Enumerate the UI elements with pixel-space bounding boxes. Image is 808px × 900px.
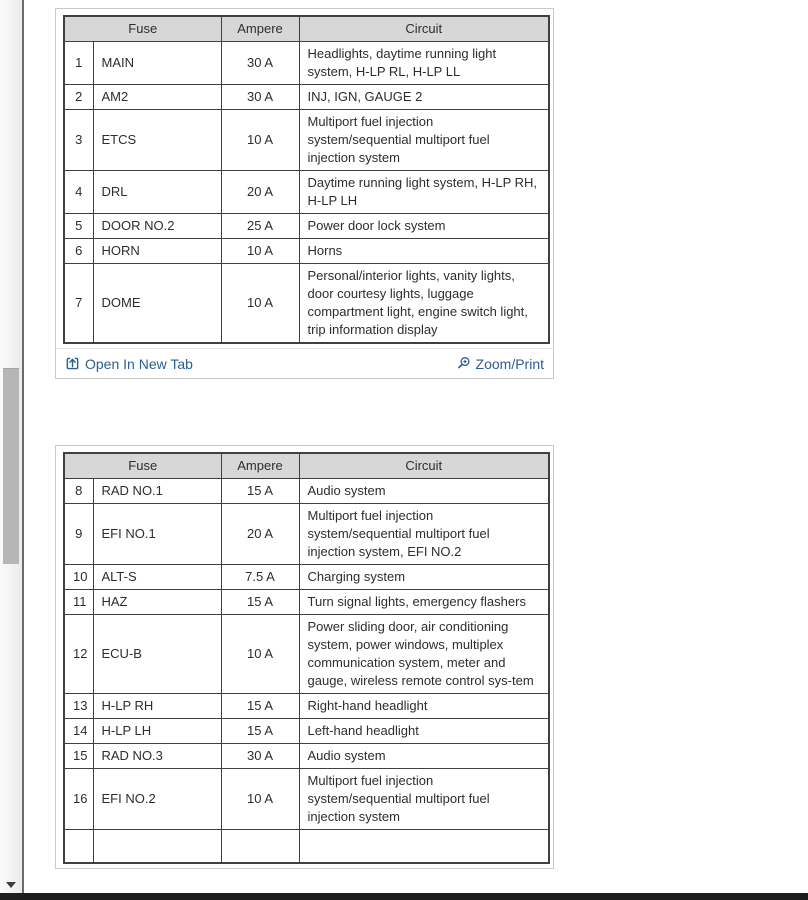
fuse-number-cell: 13 [64,694,93,719]
circuit-cell: Personal/interior lights, vanity lights, door courtesy lights, luggage compartment light, engine switch light, trip information display [299,264,549,344]
fuse-number-cell: 11 [64,590,93,615]
fuse-number-cell: 1 [64,42,93,85]
table-header-row [64,16,549,42]
fuse-number-cell: 9 [64,504,93,565]
fuse-number-cell: 6 [64,239,93,264]
fuse-name-cell: HAZ [93,590,221,615]
fuse-name-cell: H-LP RH [93,694,221,719]
fuse-table-panel-1 [55,8,554,379]
col-header-fuse: Fuse [64,16,221,42]
fuse-number-cell: 4 [64,171,93,214]
table-row [64,264,549,344]
ampere-cell: 20 A [221,504,299,565]
zoom-in-icon [456,356,471,371]
ampere-cell: 15 A [221,694,299,719]
fuse-name-cell: ETCS [93,110,221,171]
circuit-cell: Daytime running light system, H-LP RH, H-LP LH [299,171,549,214]
fuse-table-panel-2 [55,445,554,869]
ampere-cell: 15 A [221,590,299,615]
fuse-number-cell: 16 [64,769,93,830]
fuse-number-cell: 10 [64,565,93,590]
circuit-cell: Horns [299,239,549,264]
circuit-cell: Audio system [299,479,549,504]
fuse-name-cell: MAIN [93,42,221,85]
fuse-number-cell: 3 [64,110,93,171]
circuit-cell: Multiport fuel injection system/sequential multiport fuel injection system [299,110,549,171]
fuse-name-cell: DOME [93,264,221,344]
circuit-cell: Turn signal lights, emergency flashers [299,590,549,615]
table-row [64,479,549,504]
col-header-ampere: Ampere [221,16,299,42]
table-header-row [64,453,549,479]
fuse-name-cell: DOOR NO.2 [93,214,221,239]
circuit-cell: Power door lock system [299,214,549,239]
fuse-name-cell: ALT-S [93,565,221,590]
fuse-name-cell: H-LP LH [93,719,221,744]
ampere-cell: 10 A [221,239,299,264]
fuse-name-cell: DRL [93,171,221,214]
table-row [64,85,549,110]
fuse-number-cell: 14 [64,719,93,744]
panel-footer [56,348,553,378]
ampere-cell [221,830,299,864]
col-header-ampere: Ampere [221,453,299,479]
fuse-number-cell: 15 [64,744,93,769]
fuse-number-cell: 7 [64,264,93,344]
scrollbar-thumb[interactable] [3,368,19,564]
fuse-name-cell [93,830,221,864]
fuse-name-cell: HORN [93,239,221,264]
fuse-number-cell: 12 [64,615,93,694]
table-row [64,744,549,769]
table-row [64,239,549,264]
circuit-cell: Right-hand headlight [299,694,549,719]
circuit-cell: Multiport fuel injection system/sequential multiport fuel injection system [299,769,549,830]
table-row [64,171,549,214]
open-in-new-tab-label: Open In New Tab [85,355,193,372]
fuse-table-1 [63,15,550,344]
circuit-cell [299,830,549,864]
fuse-number-cell: 2 [64,85,93,110]
fuse-name-cell: AM2 [93,85,221,110]
open-in-new-tab-link[interactable] [65,356,193,372]
fuse-table-image-1 [56,9,553,348]
table-row [64,694,549,719]
circuit-cell: Left-hand headlight [299,719,549,744]
col-header-fuse: Fuse [64,453,221,479]
circuit-cell: Multiport fuel injection system/sequential multiport fuel injection system, EFI NO.2 [299,504,549,565]
fuse-name-cell: RAD NO.1 [93,479,221,504]
scroll-down-arrow-icon[interactable] [6,882,16,888]
zoom-print-label: Zoom/Print [475,355,544,372]
ampere-cell: 10 A [221,769,299,830]
fuse-name-cell: EFI NO.2 [93,769,221,830]
ampere-cell: 30 A [221,85,299,110]
table-row [64,590,549,615]
ampere-cell: 30 A [221,744,299,769]
zoom-print-link[interactable] [456,356,544,372]
col-header-circuit: Circuit [299,453,549,479]
ampere-cell: 7.5 A [221,565,299,590]
circuit-cell: Charging system [299,565,549,590]
table-row [64,565,549,590]
fuse-number-cell [64,830,93,864]
fuse-name-cell: ECU-B [93,615,221,694]
ampere-cell: 10 A [221,110,299,171]
fuse-name-cell: EFI NO.1 [93,504,221,565]
fuse-table-2 [63,452,550,864]
circuit-cell: Audio system [299,744,549,769]
table-row [64,214,549,239]
col-header-circuit: Circuit [299,16,549,42]
table-row [64,504,549,565]
circuit-cell: INJ, IGN, GAUGE 2 [299,85,549,110]
ampere-cell: 20 A [221,171,299,214]
ampere-cell: 10 A [221,264,299,344]
ampere-cell: 10 A [221,615,299,694]
table-row [64,769,549,830]
fuse-number-cell: 8 [64,479,93,504]
table-row [64,110,549,171]
open-in-new-tab-icon [65,356,80,371]
vertical-scrollbar[interactable] [0,0,24,900]
circuit-cell: Headlights, daytime running light system, H-LP RL, H-LP LL [299,42,549,85]
table-row [64,615,549,694]
table-row [64,42,549,85]
circuit-cell: Power sliding door, air conditioning system, power windows, multiplex communication system, meter and gauge, wireless remote control sys-tem [299,615,549,694]
fuse-table-image-2 [56,446,553,868]
fuse-number-cell: 5 [64,214,93,239]
table-row-partial [64,830,549,864]
ampere-cell: 30 A [221,42,299,85]
bottom-black-bar [0,893,808,900]
table-row [64,719,549,744]
ampere-cell: 25 A [221,214,299,239]
ampere-cell: 15 A [221,479,299,504]
fuse-name-cell: RAD NO.3 [93,744,221,769]
ampere-cell: 15 A [221,719,299,744]
